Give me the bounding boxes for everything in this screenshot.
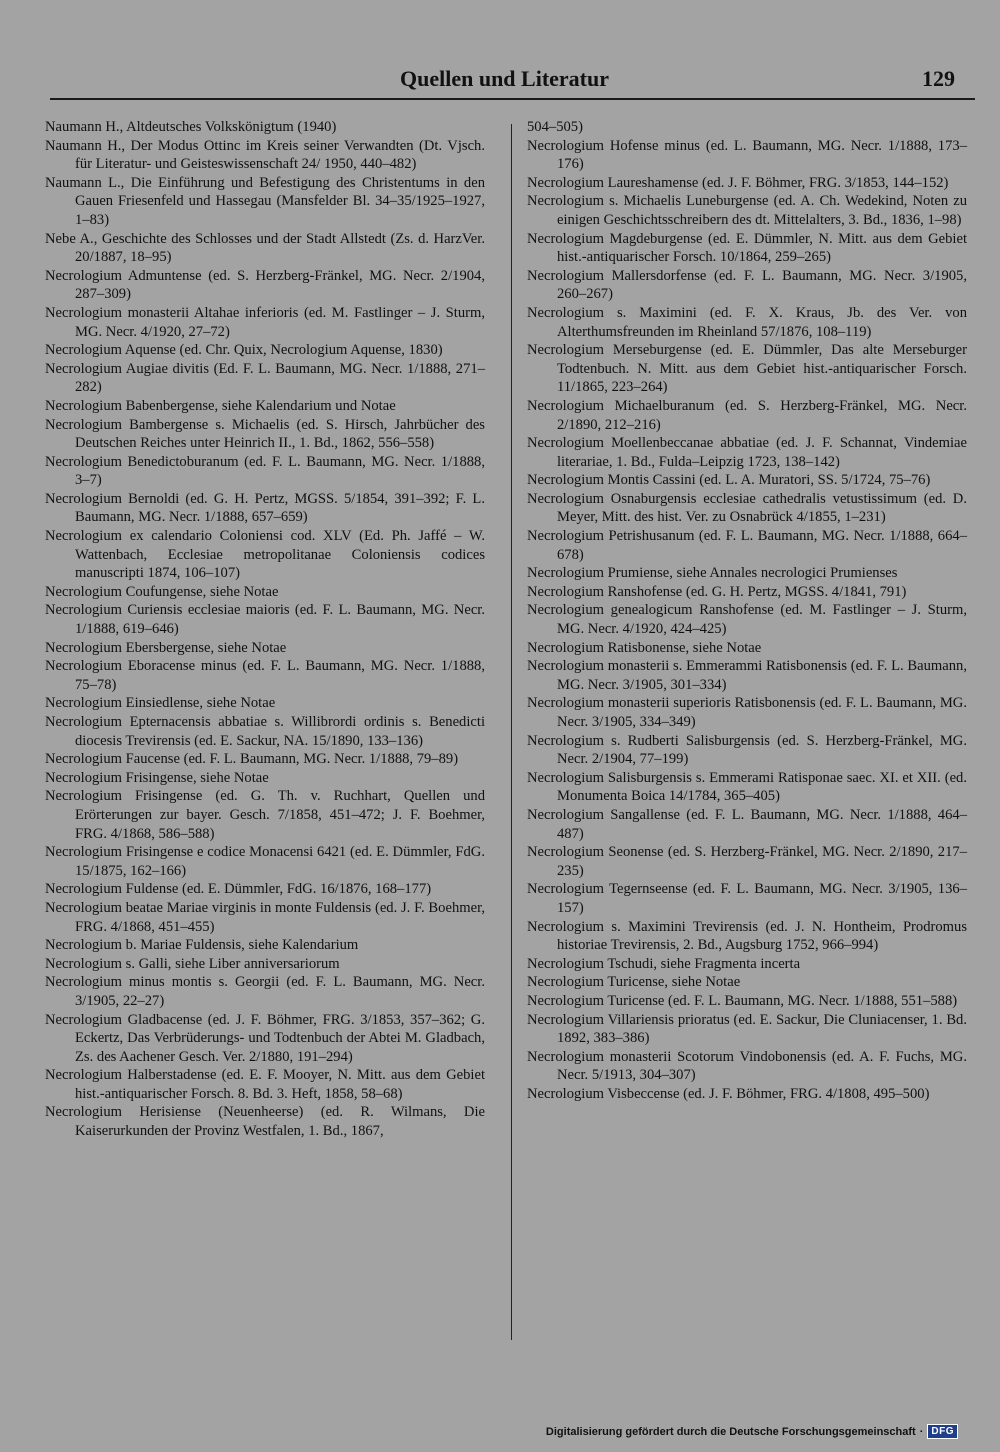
bibliography-entry: Necrologium Benedictoburanum (ed. F. L. Baumann, MG. Necr. 1/1888, 3–7) <box>45 453 485 489</box>
bibliography-entry: Necrologium Ebersbergense, siehe Notae <box>45 639 287 656</box>
bibliography-entry: Necrologium Epternacensis abbatiae s. Willibrordi ordinis s. Benedicti diocesis Trevirensis (ed. E. Sackur, NA. 15/1890, 133–136) <box>45 714 485 749</box>
bibliography-entry: Necrologium minus montis s. Georgii (ed. F. L. Baumann, MG. Necr. 3/1905, 22–27) <box>45 974 485 1009</box>
bibliography-entry: Necrologium Magdeburgense (ed. E. Dümmler, N. Mitt. aus dem Gebiet hist.-antiquarischer Forsch. 10/1864, 259–265) <box>527 230 967 266</box>
bibliography-entry: Necrologium Coufungense, siehe Notae <box>45 583 279 600</box>
bibliography-entry: Naumann H., Altdeutsches Volkskönigtum (1940) <box>45 119 337 135</box>
header-rule <box>50 98 975 100</box>
bibliography-entry: Necrologium Tschudi, siehe Fragmenta incerta <box>527 955 801 972</box>
bibliography-entry: 504–505) <box>527 119 583 135</box>
bibliography-entry: Necrologium Aquense (ed. Chr. Quix, Necrologium Aquense, 1830) <box>45 342 443 359</box>
bibliography-entry: Necrologium Frisingense e codice Monacensi 6421 (ed. E. Dümmler, FdG. 15/1875, 162–166) <box>45 844 485 879</box>
bibliography-entry: Necrologium Gladbacense (ed. J. F. Böhmer, FRG. 3/1853, 357–362; G. Eckertz, Das Verbrüderungs- und Todtenbuch der Abtei M. Gladbach, Zs. des Aachener Gesch. Ver. 2/1880, 191–294) <box>45 1011 485 1065</box>
dfg-logo-icon: DFG <box>927 1424 958 1439</box>
bibliography-entry: Necrologium s. Rudberti Salisburgensis (ed. S. Herzberg-Fränkel, MG. Necr. 2/1904, 77–199) <box>527 732 967 768</box>
bibliography-entry: Necrologium monasterii Altahae inferioris (ed. M. Fastlinger – J. Sturm, MG. Necr. 4/1920, 27–72) <box>45 304 485 340</box>
bibliography-entry: Necrologium Villariensis prioratus (ed. E. Sackur, Die Cluniacenser, 1. Bd. 1892, 383–386) <box>527 1011 967 1047</box>
bibliography-entry: Necrologium Montis Cassini (ed. L. A. Muratori, SS. 5/1724, 75–76) <box>527 472 931 489</box>
bibliography-entry: Naumann L., Die Einführung und Befestigung des Christentums in den Gauen Friesenfeld und Hassegau (Mansfelder Bl. 34–35/1925–1927, 1–83) <box>45 174 485 228</box>
bibliography-entry: Necrologium s. Maximini (ed. F. X. Kraus, Jb. des Ver. von Alterthumsfreunden im Rheinland 57/1876, 108–119) <box>527 304 967 340</box>
bibliography-entry: Necrologium Frisingense, siehe Notae <box>45 769 269 786</box>
bibliography-entry: Necrologium Prumiense, siehe Annales necrologici Prumienses <box>527 565 898 582</box>
bibliography-entry: Necrologium Ranshofense (ed. G. H. Pertz, MGSS. 4/1841, 791) <box>527 583 907 600</box>
footer-text: Digitalisierung gefördert durch die Deutsche Forschungsgemeinschaft <box>545 1425 916 1438</box>
bibliography-entry: Necrologium s. Galli, siehe Liber anniversariorum <box>45 955 340 972</box>
page-number: 129 <box>922 66 955 91</box>
bibliography-entry: Necrologium Salisburgensis s. Emmerami Ratisponae saec. XI. et XII. (ed. Monumenta Boica 14/1784, 365–405) <box>527 769 967 805</box>
footer <box>546 1424 958 1439</box>
bibliography-entry: Nebe A., Geschichte des Schlosses und der Stadt Allstedt (Zs. d. HarzVer. 20/1887, 18–95) <box>45 230 485 266</box>
bibliography-entry: Necrologium Faucense (ed. F. L. Baumann, MG. Necr. 1/1888, 79–89) <box>45 751 459 768</box>
bibliography-entry: Naumann H., Der Modus Ottinc im Kreis seiner Verwandten (Dt. Vjsch. für Literatur- und Geisteswissenschaft 24/ 1950, 440–482) <box>45 137 485 173</box>
bibliography-entry: Necrologium Augiae divitis (Ed. F. L. Baumann, MG. Necr. 1/1888, 271–282) <box>45 360 485 396</box>
bibliography-entry: Necrologium Petrishusanum (ed. F. L. Baumann, MG. Necr. 1/1888, 664–678) <box>527 528 967 563</box>
bibliography-entry: Necrologium ex calendario Coloniensi cod. XLV (Ed. Ph. Jaffé – W. Wattenbach, Ecclesiae metropolitanae Coloniensis codices manuscripti 1874, 106–107) <box>45 528 485 582</box>
bibliography-entry: Necrologium Ratisbonense, siehe Notae <box>527 639 762 656</box>
bibliography-entry: Necrologium s. Michaelis Luneburgense (ed. A. Ch. Wedekind, Noten zu einigen Geschichtsschreibern des dt. Mittelalters, 3. Bd., 1836, 1–98) <box>527 193 967 228</box>
bibliography-entry: Necrologium Sangallense (ed. F. L. Baumann, MG. Necr. 1/1888, 464–487) <box>527 806 967 842</box>
bibliography-entry: Necrologium Bernoldi (ed. G. H. Pertz, MGSS. 5/1854, 391–392; F. L. Baumann, MG. Necr. 1/1888, 657–659) <box>45 490 485 526</box>
bibliography-entry: Necrologium Bambergense s. Michaelis (ed. S. Hirsch, Jahrbücher des Deutschen Reiches unter Heinrich II., 1. Bd., 1862, 556–558) <box>45 416 485 452</box>
bibliography-entry: Necrologium Laureshamense (ed. J. F. Böhmer, FRG. 3/1853, 144–152) <box>527 174 949 191</box>
bibliography-entry: Necrologium Merseburgense (ed. E. Dümmler, Das alte Merseburger Todtenbuch. N. Mitt. aus dem Gebiet hist.-antiquarischer Forsch. 11/1865, 223–264) <box>527 342 967 396</box>
bibliography-entry: Necrologium s. Maximini Trevirensis (ed. J. N. Hontheim, Prodromus historiae Trevirensis, 2. Bd., Augsburg 1752, 966–994) <box>527 918 967 954</box>
bibliography-entry: Necrologium Turicense (ed. F. L. Baumann, MG. Necr. 1/1888, 551–588) <box>527 992 958 1009</box>
bibliography-entry: Necrologium Frisingense (ed. G. Th. v. Ruchhart, Quellen und Erörterungen zur bayer. Gesch. 7/1858, 451–472; J. F. Boehmer, FRG. 4/1868, 586–588) <box>45 788 485 842</box>
bibliography-entry: Necrologium Seonense (ed. S. Herzberg-Fränkel, MG. Necr. 2/1890, 217–235) <box>527 844 967 879</box>
bibliography-entry: Necrologium monasterii superioris Ratisbonensis (ed. F. L. Baumann, MG. Necr. 3/1905, 334–349) <box>527 695 967 730</box>
bibliography-entry: Necrologium Curiensis ecclesiae maioris (ed. F. L. Baumann, MG. Necr. 1/1888, 619–646) <box>45 602 485 638</box>
bibliography-entry: Necrologium Turicense, siehe Notae <box>527 974 741 991</box>
bibliography-entry: Necrologium monasterii s. Emmerammi Ratisbonensis (ed. F. L. Baumann, MG. Necr. 3/1905, 301–334) <box>527 658 967 693</box>
bibliography-entry: Necrologium Tegernseense (ed. F. L. Baumann, MG. Necr. 3/1905, 136–157) <box>527 881 967 916</box>
column-divider <box>511 124 512 1340</box>
running-header-title: Quellen und Literatur <box>400 66 610 91</box>
left-column <box>45 118 485 1141</box>
bibliography-entry: Necrologium Moellenbeccanae abbatiae (ed. J. F. Schannat, Vindemiae literariae, 1. Bd., Fulda–Leipzig 1723, 138–142) <box>527 435 967 470</box>
bibliography-entry: Necrologium genealogicum Ranshofense (ed. M. Fastlinger – J. Sturm, MG. Necr. 4/1920, 424–425) <box>527 602 967 638</box>
footer-separator: · <box>919 1425 924 1438</box>
bibliography-entry: Necrologium Babenbergense, siehe Kalendarium und Notae <box>45 397 396 414</box>
bibliography-entry: Necrologium Eboracense minus (ed. F. L. Baumann, MG. Necr. 1/1888, 75–78) <box>45 658 485 693</box>
bibliography-entry: Necrologium Einsiedlense, siehe Notae <box>45 695 276 712</box>
bibliography-entry: Necrologium monasterii Scotorum Vindobonensis (ed. A. F. Fuchs, MG. Necr. 5/1913, 304–307) <box>527 1048 967 1084</box>
bibliography-entry: Necrologium Herisiense (Neuenheerse) (ed. R. Wilmans, Die Kaiserurkunden der Provinz Westfalen, 1. Bd., 1867, <box>45 1104 485 1140</box>
bibliography-entry: Necrologium Osnaburgensis ecclesiae cathedralis vetustissimum (ed. D. Meyer, Mitt. des hist. Ver. zu Osnabrück 4/1855, 1–231) <box>527 490 967 526</box>
bibliography-entry: Necrologium Fuldense (ed. E. Dümmler, FdG. 16/1876, 168–177) <box>45 881 432 898</box>
bibliography-entry: Necrologium Hofense minus (ed. L. Baumann, MG. Necr. 1/1888, 173–176) <box>527 137 967 173</box>
bibliography-entry: Necrologium Halberstadense (ed. E. F. Mooyer, N. Mitt. aus dem Gebiet hist.-antiquarischer Forsch. 8. Bd. 3. Heft, 1858, 58–68) <box>45 1067 485 1102</box>
bibliography-entry: Necrologium Michaelburanum (ed. S. Herzberg-Fränkel, MG. Necr. 2/1890, 212–216) <box>527 397 967 433</box>
bibliography-entry: Necrologium Admuntense (ed. S. Herzberg-Fränkel, MG. Necr. 2/1904, 287–309) <box>45 267 485 303</box>
bibliography-entry: Necrologium beatae Mariae virginis in monte Fuldensis (ed. J. F. Boehmer, FRG. 4/1868, 451–455) <box>45 899 485 935</box>
bibliography-entry: Necrologium Mallersdorfense (ed. F. L. Baumann, MG. Necr. 3/1905, 260–267) <box>527 267 967 303</box>
bibliography-entry: Necrologium Visbeccense (ed. J. F. Böhmer, FRG. 4/1808, 495–500) <box>527 1085 930 1102</box>
bibliography-entry: Necrologium b. Mariae Fuldensis, siehe Kalendarium <box>45 937 359 954</box>
right-column <box>527 118 967 1103</box>
